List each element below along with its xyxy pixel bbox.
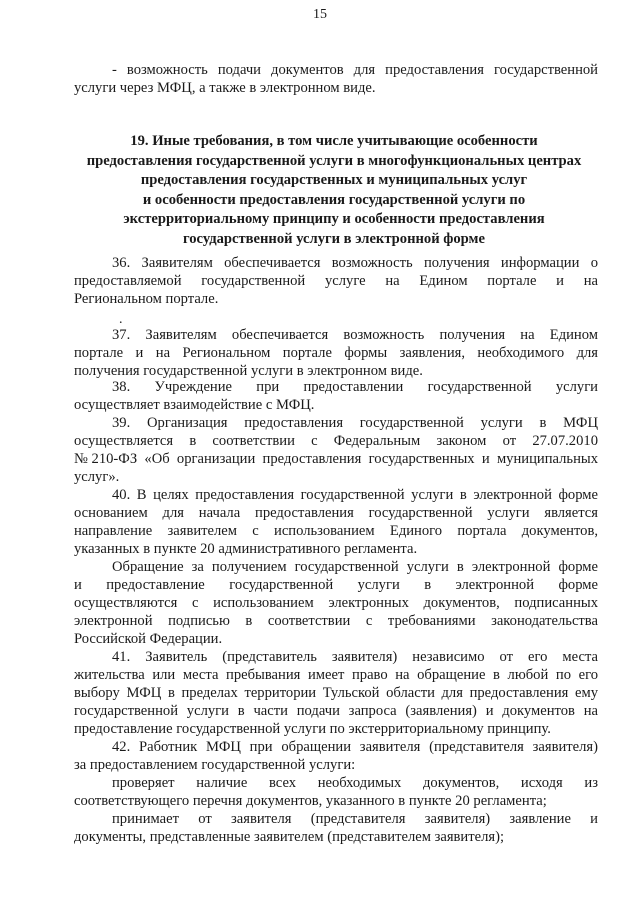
text-line: основанием для начала предоставления государственной услуги является [74,505,598,521]
text-line: получения государственной услуги в электронном виде. [74,363,423,379]
paragraph-40-continued [74,558,598,648]
heading-line: экстерриториальному принципу и особенности предоставления [123,211,545,227]
text-line: 39. Организация предоставления государственной услуги в МФЦ [112,415,598,431]
paragraph-41 [74,648,598,738]
paragraph-39 [74,414,598,486]
text-line: осуществляются с использованием электронных документов, подписанных [74,595,598,611]
text-line: выбору МФЦ в пределах территории Тульской области для предоставления ему [74,685,598,701]
text-line: предоставление государственной услуги по экстерриториальному принципу. [74,721,551,737]
text-line: 41. Заявитель (представитель заявителя) независимо от его места [112,649,598,665]
heading-line: предоставления государственных и муниципальных услуг [140,172,528,188]
text-line: 38. Учреждение при предоставлении государственной услуги [112,379,598,395]
paragraph-37 [74,326,598,380]
paragraph-40 [74,486,598,558]
text-line: 37. Заявителям обеспечивается возможность получения на Едином [112,327,598,343]
text-line: услуги через МФЦ, а также в электронном виде. [74,80,376,96]
text-line: №210-ФЗ «Об организации предоставления государственных и муниципальных [74,451,598,467]
text-line: - возможность подачи документов для предоставления государственной [112,62,598,78]
text-line: портале и на Региональном портале формы заявления, необходимого для [74,345,598,361]
text-line: 36. Заявителям обеспечивается возможность получения информации о [112,255,598,271]
heading-line: 19. Иные требования, в том числе учитывающие особенности [130,133,538,149]
heading-line: предоставления государственной услуги в многофункциональных центрах [86,152,582,169]
text-line: государственной услуги в части подачи запроса (заявления) и документов на [74,703,598,719]
text-line: услуг». [74,469,120,485]
text-line: Региональном портале. [74,291,219,307]
text-line: жительства или места пребывания имеет право на обращение в любой по его [74,667,598,683]
text-line: соответствующего перечня документов, указанного в пункте 20 регламента; [74,793,547,809]
paragraph-36 [74,254,598,308]
heading-line: и особенности предоставления государственной услуги по [142,191,526,208]
text-line: проверяет наличие всех необходимых документов, исходя из [112,775,598,791]
text-line: 40. В целях предоставления государственной услуги в электронной форме [112,487,598,503]
text-line: 42. Работник МФЦ при обращении заявителя (представителя заявителя) [112,739,598,755]
text-line: направление заявителем с использованием Единого портала документов, [74,523,598,539]
heading-line: государственной услуги в электронной форме [183,230,485,247]
text-line: электронной подписью в соответствии с требованиями законодательства [74,613,598,629]
text-line: осуществляет взаимодействие с МФЦ. [74,397,315,413]
text-line: Российской Федерации. [74,631,223,647]
list-item [74,774,598,810]
text-line: Обращение за получением государственной услуги в электронной форме [112,559,598,575]
paragraph-38 [74,378,598,414]
text-line: осуществляется в соответствии с Федеральным законом от 27.07.2010 [74,433,598,449]
intro-paragraph [74,61,598,97]
stray-dot: . [119,312,123,327]
text-line: предоставляемой государственной услуге на Едином портале и на [74,273,598,289]
text-line: документы, представленные заявителем (представителем заявителя); [74,829,505,845]
text-line: и предоставление государственной услуги в электронной форме [74,577,598,593]
paragraph-42 [74,738,598,774]
text-line: за предоставлением государственной услуги: [74,757,356,773]
text-line: указанных в пункте 20 административного регламента. [74,541,418,557]
text-line: принимает от заявителя (представителя заявителя) заявление и [112,811,598,827]
page-number: 15 [313,7,327,22]
section-heading [60,132,608,249]
list-item [74,810,598,846]
